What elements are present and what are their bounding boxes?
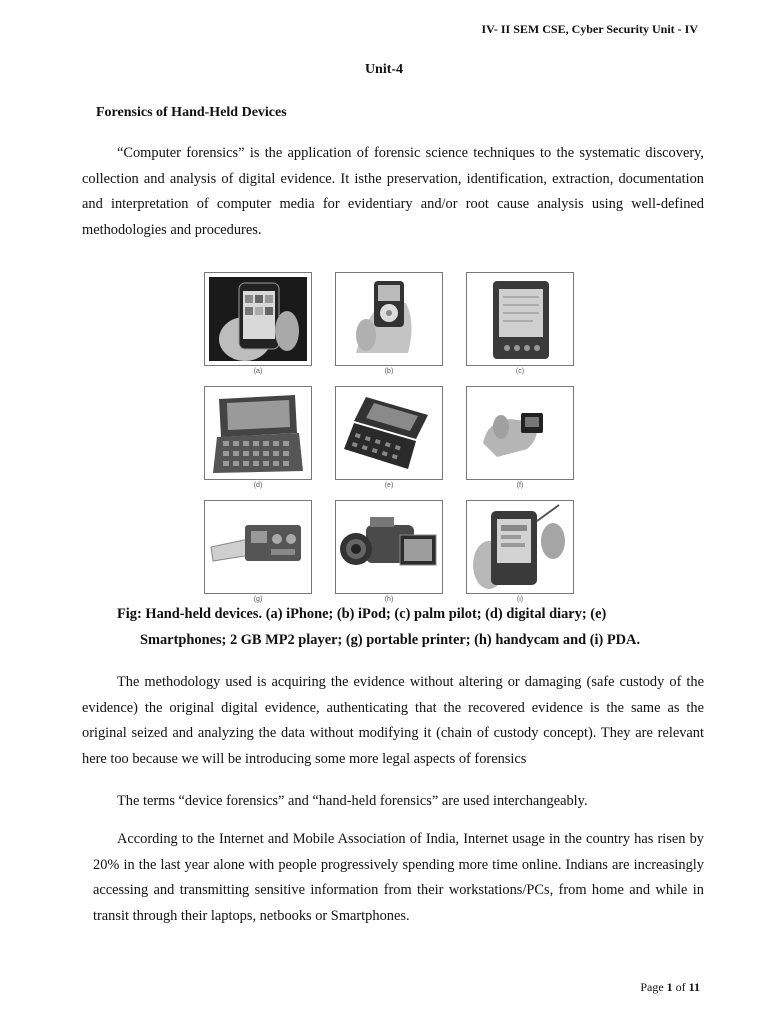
figure-cell-mp2-player — [466, 386, 574, 489]
section-title: Forensics of Hand-Held Devices — [96, 105, 287, 120]
mp2-player-image — [466, 386, 574, 480]
figure-cell-palm-pilot — [466, 272, 574, 375]
figure-caption-line-2: Smartphones; 2 GB MP2 player; (g) portable printer; (h) handycam and (i) PDA. — [140, 632, 641, 648]
figure-cell-portable-printer — [204, 500, 312, 603]
figure-caption-line-1: Fig: Hand-held devices. (a) iPhone; (b) iPod; (c) palm pilot; (d) digital diary; (e) — [117, 606, 607, 622]
internet-usage-paragraph: According to the Internet and Mobile Association of India, Internet usage in the country has risen by 20% in the last year alone with people progressively spending more time online. Indians are increasingly accessing and transmitting sensitive information from their workstations/PCs, from home and while in transit through their laptops, netbooks or Smartphones. — [93, 831, 704, 924]
page-footer — [640, 980, 700, 995]
smartphone-image — [335, 386, 443, 480]
figure-cell-ipod — [335, 272, 443, 375]
portable-printer-image — [204, 500, 312, 594]
figure-label-c: (c) — [515, 368, 525, 375]
figure-label-f: (f) — [516, 482, 524, 489]
figure-label-i: (i) — [516, 596, 524, 603]
footer-prefix: Page — [640, 980, 667, 994]
figure-cell-handycam — [335, 500, 443, 603]
intro-paragraph: “Computer forensics” is the application of forensic science techniques to the systematic discovery, collection and analysis of digital evidence. It isthe preservation, identification, extraction, documentation and interpretation of computer media for evidentiary and/or root cause analysis using well-defined methodologies and procedures. — [82, 145, 704, 238]
page-header: IV- II SEM CSE, Cyber Security Unit - IV — [481, 22, 698, 36]
figure-label-a: (a) — [253, 368, 263, 375]
figure-label-e: (e) — [384, 482, 394, 489]
device-figure-grid — [204, 272, 576, 602]
footer-total-pages: 11 — [688, 980, 700, 994]
footer-of: of — [672, 980, 689, 994]
terms-paragraph: The terms “device forensics” and “hand-held forensics” are used interchangeably. — [117, 793, 588, 809]
unit-title: Unit-4 — [364, 62, 404, 77]
figure-label-d: (d) — [253, 482, 263, 489]
figure-label-g: (g) — [253, 596, 263, 603]
iphone-image — [204, 272, 312, 366]
figure-cell-pda — [466, 500, 574, 603]
figure-label-h: (h) — [384, 596, 394, 603]
handycam-image — [335, 500, 443, 594]
pda-image — [466, 500, 574, 594]
methodology-paragraph: The methodology used is acquiring the evidence without altering or damaging (safe custody of the evidence) the original digital evidence, authenticating that the recovered evidence is the same as the original seized and analyzing the data without modifying it (chain of custody concept). They are relevant here too because we will be introducing some more legal aspects of forensics — [82, 674, 704, 767]
ipod-image — [335, 272, 443, 366]
footer-page-number: 1 — [666, 980, 673, 994]
digital-diary-image — [204, 386, 312, 480]
figure-cell-iphone — [204, 272, 312, 375]
palm-pilot-image — [466, 272, 574, 366]
figure-cell-smartphone — [335, 386, 443, 489]
figure-cell-digital-diary — [204, 386, 312, 489]
figure-label-b: (b) — [384, 368, 394, 375]
